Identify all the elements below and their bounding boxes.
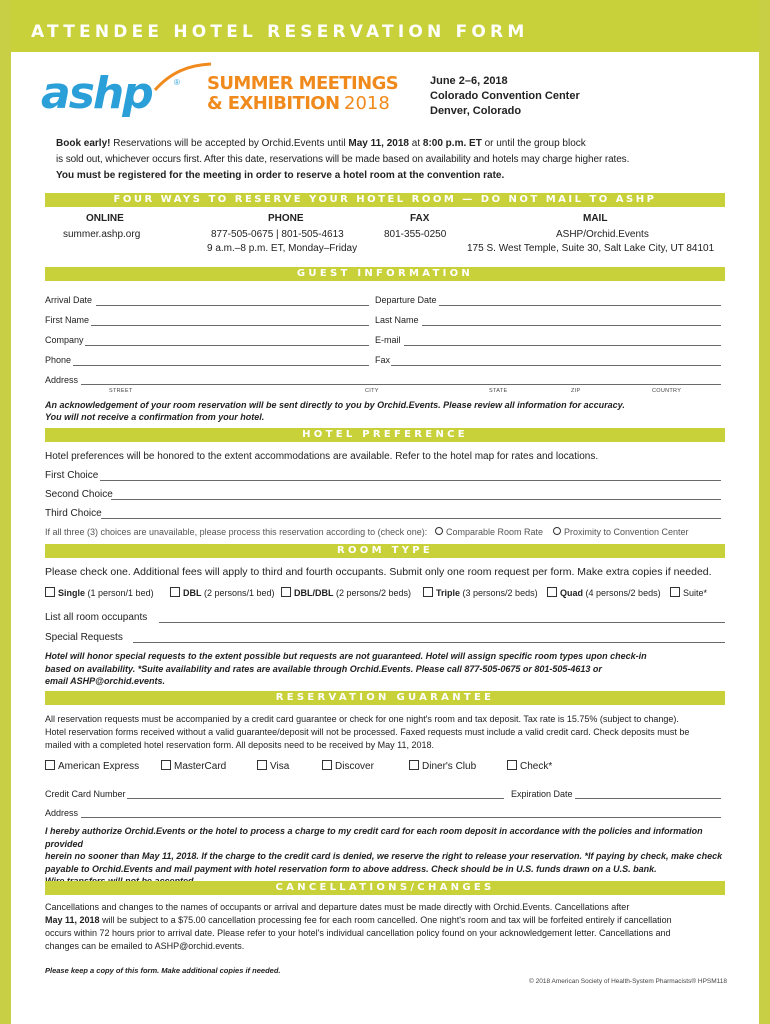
intro-line3: You must be registered for the meeting in order to reserve a hotel room at the convention rate. [56,170,505,181]
checkbox-icon [257,760,267,770]
checkbox-icon [45,587,55,597]
logo-year: 2018 [344,93,390,114]
mail-heading: MAIL [583,213,608,224]
mail-address: 175 S. West Temple, Suite 30, Salt Lake City, UT 84101 [467,243,715,254]
expiration-field[interactable] [575,798,721,799]
logo-line2: & EXHIBITION [207,93,340,114]
occupants-field[interactable] [159,622,725,623]
phone-field[interactable] [73,365,369,366]
checkbox-icon [161,760,171,770]
checkbox-icon [409,760,419,770]
phone-numbers: 877-505-0675 | 801-505-4613 [211,229,344,240]
checkbox-icon [322,760,332,770]
copyright: © 2018 American Society of Health-System Pharmacists® HPSM118 [529,978,728,985]
checkbox-icon [170,587,180,597]
fax-number: 801-355-0250 [384,229,447,240]
cc-address-label: Address [45,808,79,818]
sub-zip: ZIP [571,388,581,394]
cancellations-text: Cancellations and changes to the names of occupants or arrival and departure dates must be made directly with Orchid.Events. Cancellations after May 11, 2018 will be subject to a $75.00 cancellation processing fee for each room cancelled. One night's room and tax will be forfeited entirely if cancellation occurs within 72 hours prior to arrival date. Please refer to your hotel's individual cancellation policy found on your acknowledgement letter. Cancellations and changes can be emailed to ASHP@orchid.events. [45,902,672,951]
checkbox-icon [281,587,291,597]
phone-heading: PHONE [268,213,304,224]
occupants-label: List all room occupants [45,612,148,623]
form-page [11,0,759,1024]
room-suite[interactable]: Suite* [670,587,707,598]
mail-org: ASHP/Orchid.Events [556,229,649,240]
title-bar [11,0,759,52]
logo-registered-icon: ® [174,78,180,87]
second-choice-label: Second Choice [45,489,113,500]
sub-city: CITY [365,388,379,394]
phone-label: Phone [45,355,72,365]
room-dbl[interactable]: DBL (2 persons/1 bed) [170,587,275,598]
room-dbldbl[interactable]: DBL/DBL (2 persons/2 beds) [281,587,411,598]
first-choice-label: First Choice [45,470,99,481]
option-proximity[interactable]: Proximity to Convention Center [553,527,689,537]
intro-line1: Book early! Reservations will be accepted by Orchid.Events until May 11, 2018 at 8:00 p.m. ET or until the group block [56,138,586,149]
arrival-label: Arrival Date [45,295,93,305]
fax-heading: FAX [410,213,430,224]
room-triple[interactable]: Triple (3 persons/2 beds) [423,587,538,598]
pay-discover[interactable]: Discover [322,760,374,772]
third-choice-field[interactable] [101,518,721,519]
online-heading: ONLINE [86,213,124,224]
pay-amex[interactable]: American Express [45,760,139,772]
cancellations-bar: CANCELLATIONS/CHANGES [45,881,725,895]
room-intro: Please check one. Additional fees will apply to third and fourth occupants. Submit only one room request per form. Make extra copies if needed. [45,566,712,578]
company-field[interactable] [85,345,369,346]
room-note: Hotel will honor special requests to the extent possible but requests are not guaranteed. Hotel will assign specific room types upon check-in based on availability. *Suite availability and rates are available through Orchid.Events. Please call 877-505-0675 or 801-505-4613 or email ASHP@orchid.events. [45,651,647,686]
arrival-field[interactable] [96,305,369,306]
logo-line1: SUMMER MEETINGS [207,73,399,94]
departure-label: Departure Date [375,295,437,305]
ack-note-line2: You will not receive a confirmation from your hotel. [45,412,265,422]
option-comparable-rate[interactable]: Comparable Room Rate [435,527,543,537]
sub-state: STATE [489,388,508,394]
guarantee-bar: RESERVATION GUARANTEE [45,691,725,705]
sub-country: COUNTRY [652,388,682,394]
room-quad[interactable]: Quad (4 persons/2 beds) [547,587,661,598]
last-name-field[interactable] [422,325,721,326]
address-field[interactable] [81,384,721,385]
special-requests-field[interactable] [133,642,725,643]
address-label: Address [45,375,79,385]
checkbox-icon [45,760,55,770]
pay-mastercard[interactable]: MasterCard [161,760,226,772]
checkbox-icon [547,587,557,597]
guest-info-bar: GUEST INFORMATION [45,267,725,281]
second-choice-field[interactable] [111,499,721,500]
event-dates: June 2–6, 2018 [430,75,508,87]
first-choice-field[interactable] [100,480,721,481]
company-label: Company [45,335,84,345]
fax-label: Fax [375,355,391,365]
event-venue: Colorado Convention Center [430,90,580,102]
cc-number-field[interactable] [127,798,504,799]
radio-icon [553,527,561,535]
keep-copy-note: Please keep a copy of this form. Make additional copies if needed. [45,966,281,975]
cc-address-field[interactable] [81,817,721,818]
authorization-text: I hereby authorize Orchid.Events or the hotel to process a charge to my credit card for each room deposit in accordance with the policies and information provided herein no sooner than May 11, 2018. If the charge to the credit card is denied, we reserve the right to release your reservation. *If paying by check, make check payable to Orchid.Events and mail payment with hotel reservation form to above address. Check should be in U.S. funds drawn on a U.S. bank. [45,826,723,874]
hotel-pref-intro: Hotel preferences will be honored to the extent accommodations are available. Refer to the hotel map for rates and locations. [45,451,599,462]
fallback-text: If all three (3) choices are unavailable, please process this reservation according to (check one): [45,527,428,537]
ashp-logo [41,62,399,119]
room-type-bar: ROOM TYPE [45,544,725,558]
room-single[interactable]: Single (1 person/1 bed) [45,587,154,598]
ack-note-line1: An acknowledgement of your room reservation will be sent directly to you by Orchid.Events. Please review all information for accuracy. [45,400,625,410]
first-name-label: First Name [45,315,90,325]
third-choice-label: Third Choice [45,508,102,519]
online-link[interactable]: summer.ashp.org [63,229,141,240]
guarantee-text: All reservation requests must be accompanied by a credit card guarantee or check for one night's room and tax deposit. Tax rate is 15.75% (subject to change). Hotel reservation forms received without a valid guarantee/deposit will not be processed. Faxed requests must include a valid credit card. Check deposits must be mailed with a completed hotel reservation form. All deposits need to be received by May 11, 2018. [45,714,690,750]
fax-field[interactable] [391,365,721,366]
reserve-bar: FOUR WAYS TO RESERVE YOUR HOTEL ROOM — DO NOT MAIL TO ASHP [45,193,725,207]
event-city: Denver, Colorado [430,105,522,117]
last-name-label: Last Name [375,315,419,325]
first-name-field[interactable] [91,325,369,326]
departure-field[interactable] [439,305,721,306]
radio-icon [435,527,443,535]
pay-check[interactable]: Check* [507,760,552,772]
phone-hours: 9 a.m.–8 p.m. ET, Monday–Friday [207,243,358,254]
checkbox-icon [423,587,433,597]
special-requests-label: Special Requests [45,632,123,643]
hotel-pref-bar: HOTEL PREFERENCE [45,428,725,442]
logo-swoosh-icon [153,62,213,92]
checkbox-icon [670,587,680,597]
expiration-label: Expiration Date [511,789,573,799]
cc-number-label: Credit Card Number [45,789,126,799]
sub-street: STREET [109,388,133,394]
email-label: E-mail [375,335,401,345]
logo-ashp-text: ashp [41,68,152,119]
checkbox-icon [507,760,517,770]
pay-diners[interactable]: Diner's Club [409,760,476,772]
email-field[interactable] [404,345,721,346]
pay-visa[interactable]: Visa [257,760,289,772]
form-title: ATTENDEE HOTEL RESERVATION FORM [31,22,529,42]
intro-line2: is sold out, whichever occurs first. After this date, reservations will be made based on availability and hotels may charge higher rates. [56,154,630,165]
